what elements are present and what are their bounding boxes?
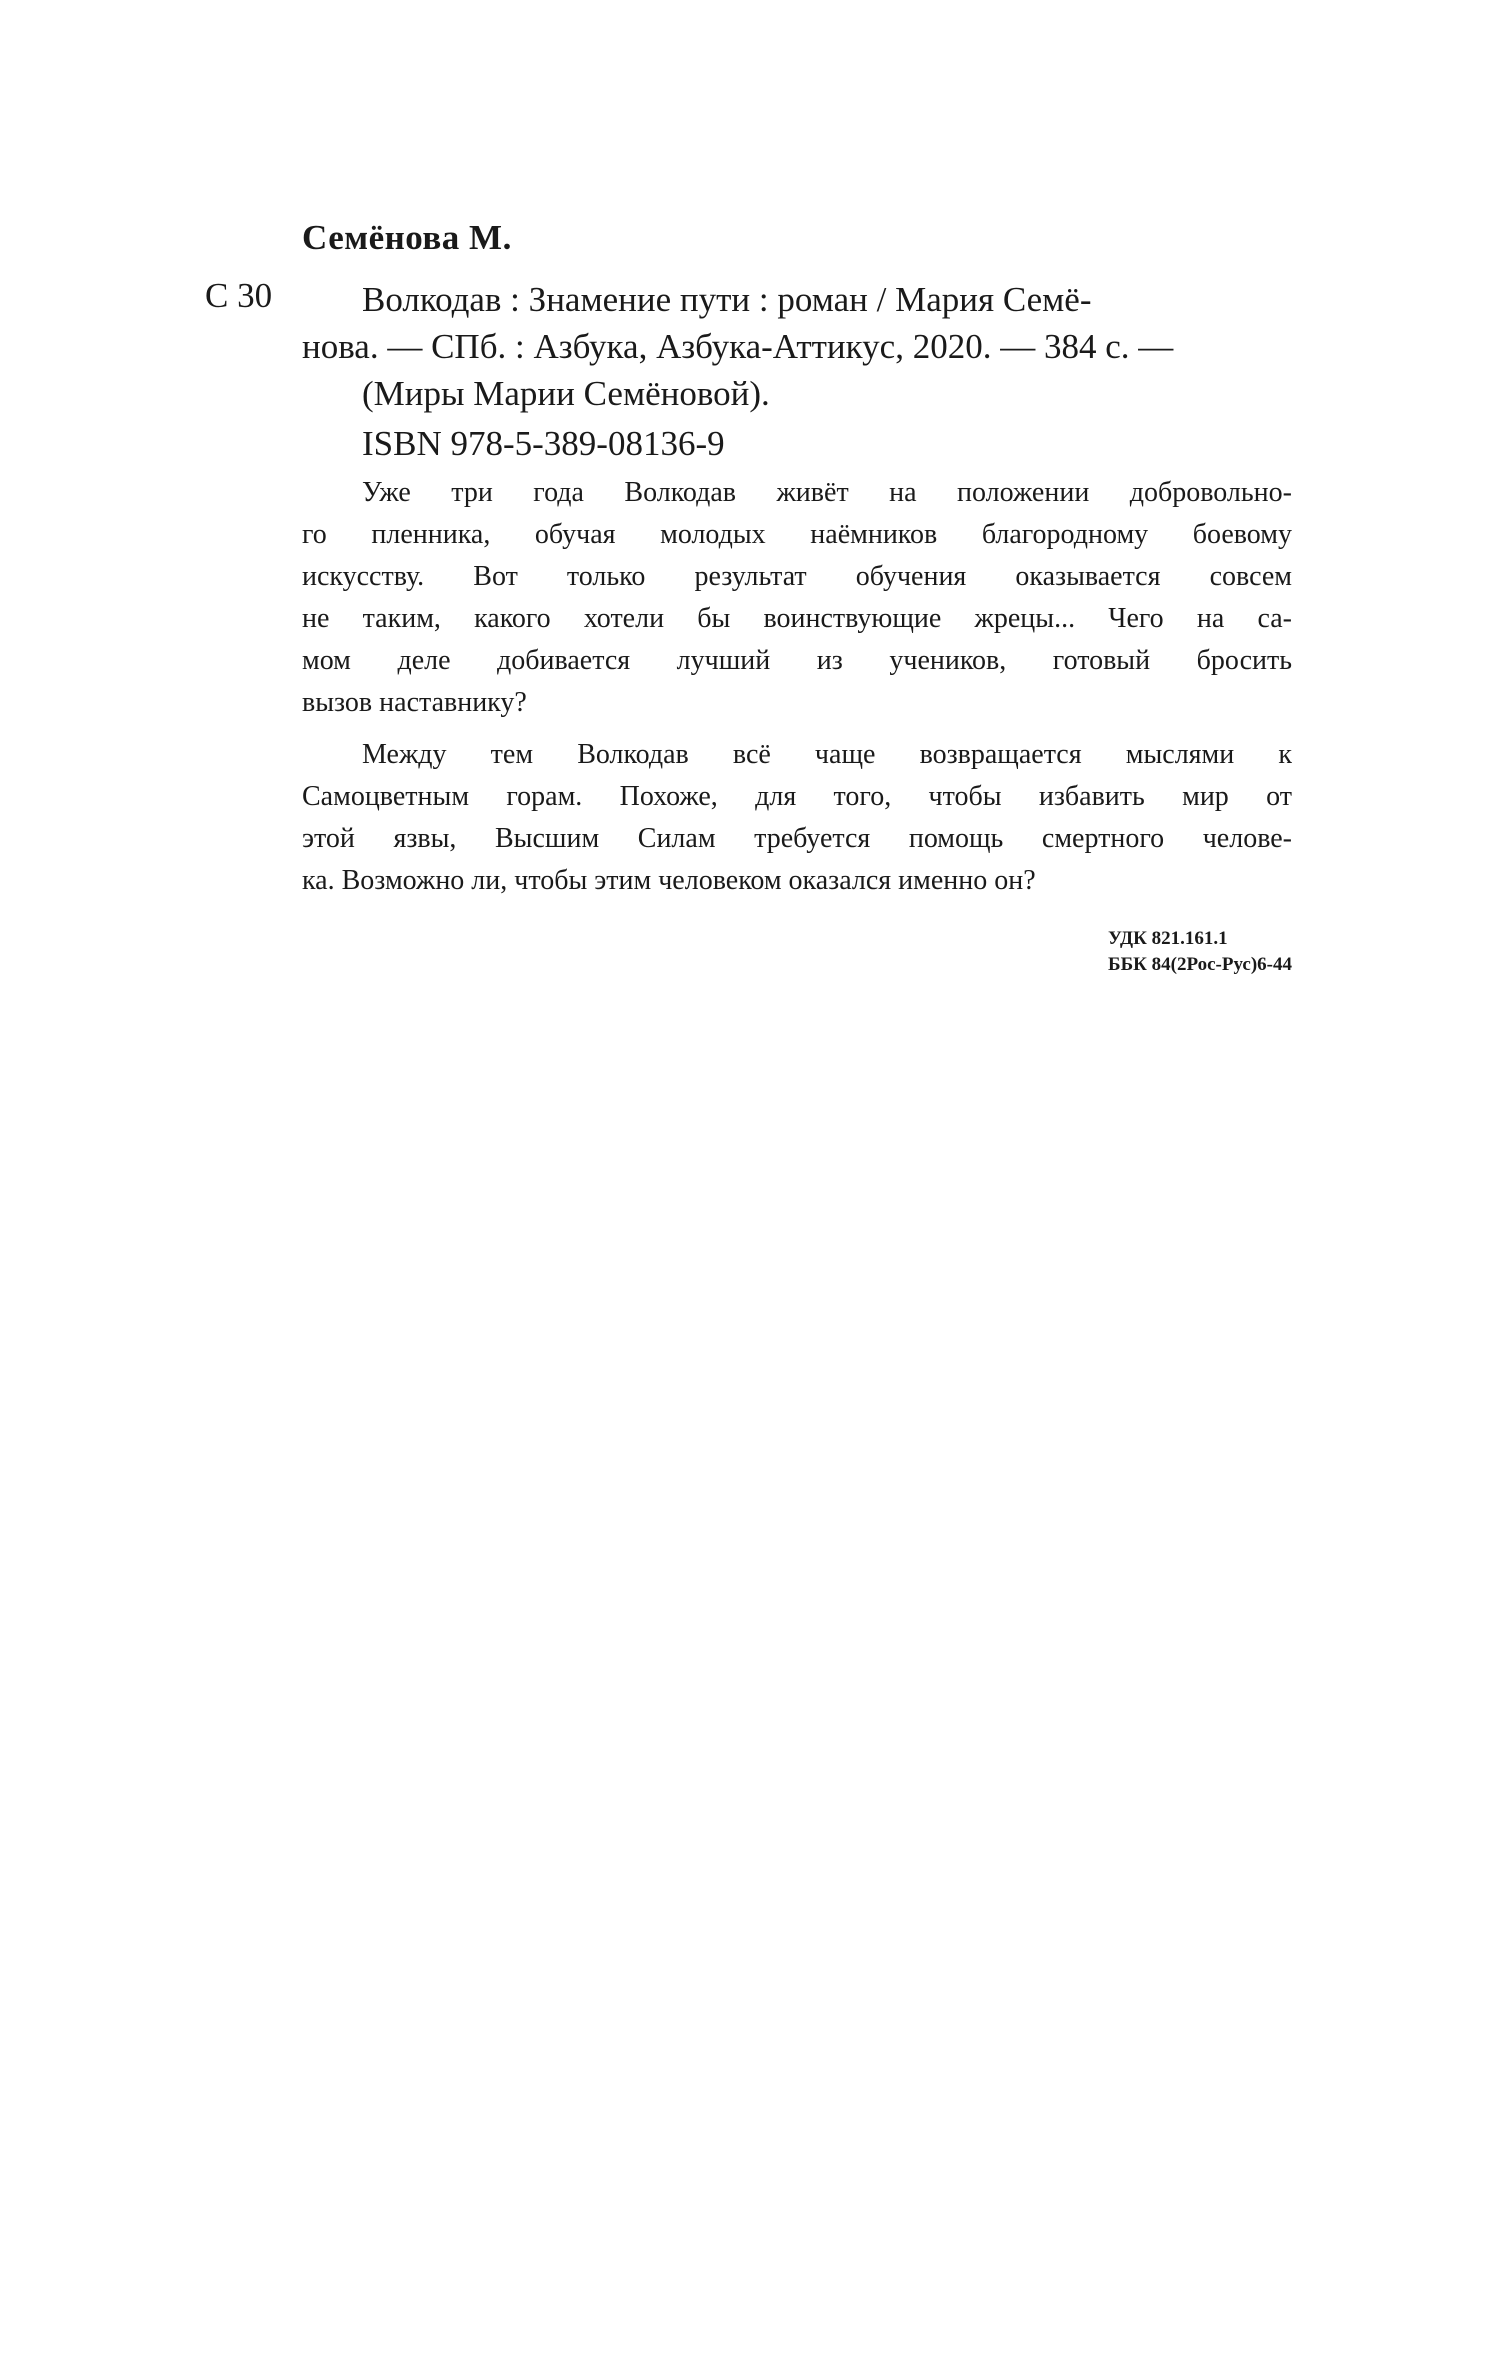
- bbk-code: ББК 84(2Рос-Рус)6-44: [1108, 954, 1292, 975]
- annotation-line: ка. Возможно ли, чтобы этим человеком оказался именно он?: [302, 865, 1036, 896]
- annotation: [302, 472, 1292, 902]
- annotation-line: этой язвы, Высшим Силам требуется помощь смертного челове-: [302, 823, 1292, 854]
- udk-code: УДК 821.161.1: [1108, 928, 1228, 949]
- paragraph-gap: [302, 724, 1292, 734]
- annotation-line: Уже три года Волкодав живёт на положении добровольно-: [362, 477, 1292, 508]
- biblio-line: нова. — СПб. : Азбука, Азбука-Аттикус, 2020. — 384 с. —: [302, 327, 1174, 366]
- annotation-line: не таким, какого хотели бы воинствующие жрецы... Чего на са-: [302, 603, 1292, 634]
- isbn: ISBN 978-5-389-08136-9: [362, 424, 725, 463]
- biblio-line: Волкодав : Знамение пути : роман / Мария Семё-: [362, 280, 1092, 319]
- biblio-line: (Миры Марии Семёновой).: [362, 374, 770, 413]
- bibliographic-description: [302, 276, 1292, 417]
- classification-codes: [1108, 926, 1292, 978]
- annotation-line: искусству. Вот только результат обучения оказывается совсем: [302, 561, 1292, 592]
- annotation-line: вызов наставнику?: [302, 687, 527, 718]
- annotation-line: го пленника, обучая молодых наёмников благородному боевому: [302, 519, 1292, 550]
- annotation-line: мом деле добивается лучший из учеников, готовый бросить: [302, 645, 1292, 676]
- annotation-line: Самоцветным горам. Похоже, для того, чтобы избавить мир от: [302, 781, 1292, 812]
- shelf-mark: С 30: [205, 276, 273, 315]
- annotation-line: Между тем Волкодав всё чаще возвращается мыслями к: [362, 739, 1292, 770]
- author-heading: Семёнова М.: [302, 218, 512, 257]
